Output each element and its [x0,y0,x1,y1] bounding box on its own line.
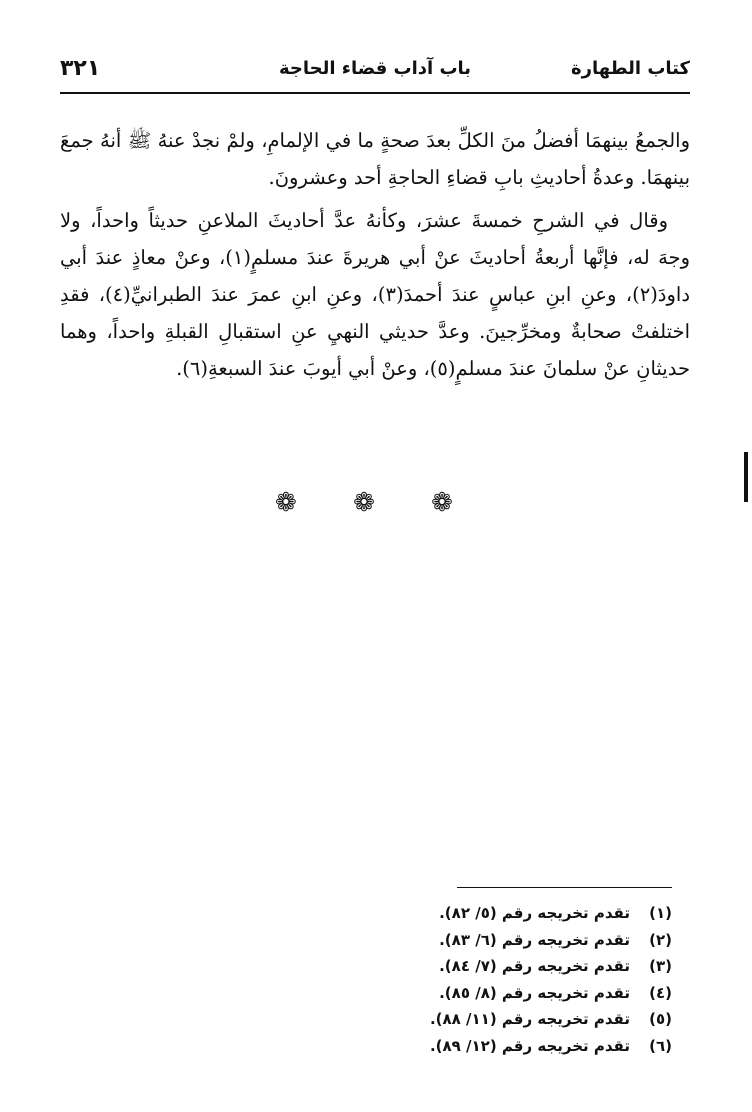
footnote-number: (٦) [649,1036,672,1055]
paragraph-2: وقال في الشرحِ خمسةَ عشرَ، وكأنهُ عدَّ أحاديثَ الملاعنِ حديثاً واحداً، ولا وجهَ له، فإنَّها أربعةُ أحاديثَ عنْ أبي هريرةَ عندَ مسلمٍ(١)، وعنْ معاذٍ عندَ أبي داودَ(٢)، وعنِ ابنِ عباسٍ عندَ أحمدَ(٣)، وعنِ ابنِ عمرَ عندَ الطبرانيِّ(٤)، فقدِ اختلفتْ صحابةٌ ومخرِّجينَ. وعدَّ حديثي النهيِ عنِ استقبالِ القبلةِ واحداً، وهما حديثانِ عنْ سلمانَ عندَ مسلمٍ(٥)، وعنْ أبي أيوبَ عندَ السبعةِ(٦). [60,209,691,380]
main-text [60,122,690,387]
footnote-item [300,900,672,927]
footnote-item [300,980,672,1007]
header-rule [60,92,690,94]
footnote-rule [457,887,672,888]
footnote-number: (٥) [649,1010,672,1028]
footnote-text: تقدم تخريجه رقم (٦/ ٨٣). [439,930,630,949]
footnote-item [300,953,672,980]
section-ornament [0,488,752,518]
footnote-text: تقدم تخريجه رقم (٥/ ٨٢). [439,904,630,922]
page-number: ٣٢١ [60,56,101,81]
footnote-text: تقدم تخريجه رقم (٧/ ٨٤). [439,957,630,975]
footnote-number: (١) [649,904,672,922]
footnotes [300,900,672,1059]
chapter-title: باب آداب قضاء الحاجة [278,58,472,79]
paragraph-1: والجمعُ بينهمَا أفضلُ منَ الكلِّ بعدَ صحةٍ ما في الإلمامِ، ولمْ نجدْ عنهُ ﷺ أنهُ جمعَ بينهمَا. وعدةُ أحاديثِ بابِ قضاءِ الحاجةِ أحد وعشرونَ. [60,129,690,189]
flower-ornament-icon: ❁ ❁ ❁ [275,488,477,518]
footnote-item [300,1033,672,1060]
footnote-number: (٣) [649,957,672,975]
footnote-item [300,1006,672,1033]
footnote-number: (٢) [649,930,672,949]
footnote-text: تقدم تخريجه رقم (١١/ ٨٨). [429,1010,630,1028]
footnote-item [300,927,672,954]
footnote-text: تقدم تخريجه رقم (٨/ ٨٥). [439,983,630,1002]
book-title: كتاب الطهارة [570,58,690,79]
margin-mark [744,452,748,502]
page-header [60,56,690,86]
footnote-number: (٤) [649,983,672,1002]
footnote-text: تقدم تخريجه رقم (١٢/ ٨٩). [429,1036,630,1055]
